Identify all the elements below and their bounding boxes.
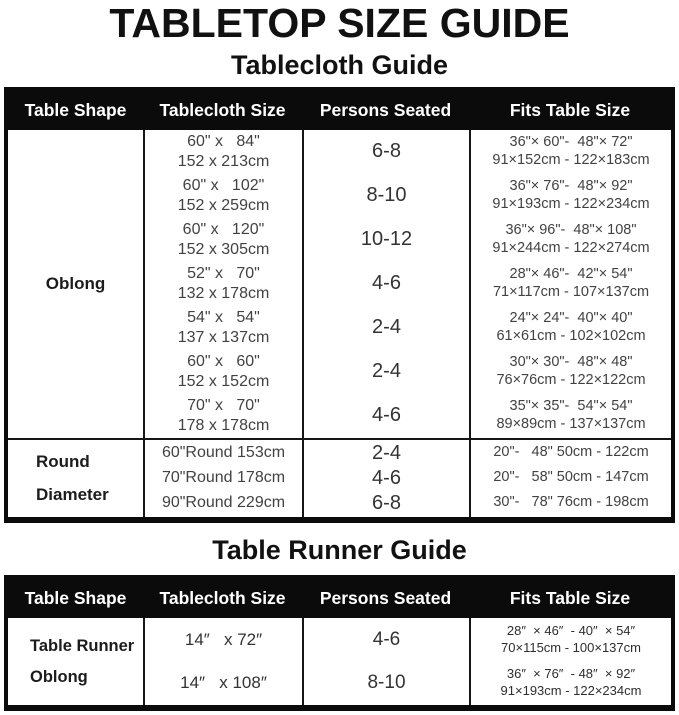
persons-cell: 8-10 xyxy=(366,184,407,207)
tablecloth-table-header-row xyxy=(8,91,671,130)
fits-cell: 28"× 46"- 42"× 54" 71×117cm - 107×137cm xyxy=(492,266,650,300)
shape-cell-round-diameter xyxy=(8,440,143,517)
shape-cell-table-runner xyxy=(8,618,143,705)
header-tablecloth-size: Tablecloth Size xyxy=(159,99,286,120)
persons-cell: 4-6 xyxy=(372,272,401,295)
fits-table-size-column xyxy=(469,618,671,705)
persons-cell: 6-8 xyxy=(372,491,401,514)
runner-guide-title: Table Runner Guide xyxy=(212,534,467,565)
fits-cell: 24"× 24"- 40"× 40" 61×61cm - 102×102cm xyxy=(496,310,646,344)
shape-label: Round xyxy=(36,451,90,471)
persons-cell: 4-6 xyxy=(372,404,401,427)
fits-cell: 28″ × 46″ - 40″ × 54″ 70×115cm - 100×137cm xyxy=(501,622,641,655)
fits-cell: 36″ × 76″ - 48″ × 92″ 91×193cm - 122×234cm xyxy=(500,665,642,698)
persons-seated-column xyxy=(302,440,469,517)
size-cell: 60"Round 153cm xyxy=(161,444,286,462)
persons-cell: 4-6 xyxy=(372,466,401,489)
size-cell: 60" x 84" 152 x 213cm xyxy=(177,133,270,170)
round-diameter-section xyxy=(8,438,671,517)
size-cell: 90"Round 229cm xyxy=(161,494,286,512)
size-cell: 70" x 70" 178 x 178cm xyxy=(177,397,270,434)
fits-cell: 20"- 48" 50cm - 122cm xyxy=(493,444,649,461)
persons-cell: 2-4 xyxy=(372,441,401,464)
fits-table-size-column xyxy=(469,440,671,517)
tablecloth-size-column xyxy=(143,130,302,438)
persons-seated-column xyxy=(302,618,469,705)
runner-guide-table xyxy=(4,575,675,711)
header-fits-table-size: Fits Table Size xyxy=(509,588,631,609)
header-persons-seated: Persons Seated xyxy=(319,588,452,609)
persons-cell: 2-4 xyxy=(372,316,401,339)
size-cell: 14″ x 72″ xyxy=(184,629,263,649)
persons-cell: 2-4 xyxy=(372,360,401,383)
header-table-shape: Table Shape xyxy=(24,99,127,120)
fits-cell: 20"- 58" 50cm - 147cm xyxy=(493,469,649,486)
persons-cell: 6-8 xyxy=(372,140,401,163)
size-cell: 60" x 120" 152 x 305cm xyxy=(177,221,270,258)
tablecloth-guide-title: Tablecloth Guide xyxy=(230,50,448,80)
size-cell: 60" x 60" 152 x 152cm xyxy=(177,353,270,390)
fits-cell: 35"× 35"- 54"× 54" 89×89cm - 137×137cm xyxy=(496,398,646,432)
shape-cell-oblong xyxy=(8,130,143,438)
tablecloth-size-column xyxy=(143,440,302,517)
runner-table-header-row xyxy=(8,579,671,618)
persons-cell: 8-10 xyxy=(367,672,406,694)
fits-cell: 36"× 96"- 48"× 108" 91×244cm - 122×274cm xyxy=(492,222,650,256)
size-cell: 52" x 70" 132 x 178cm xyxy=(177,265,270,302)
tablecloth-guide-table xyxy=(4,87,675,523)
fits-cell: 36"× 76"- 48"× 92" 91×193cm - 122×234cm xyxy=(492,178,650,212)
tablecloth-size-column xyxy=(143,618,302,705)
runner-section xyxy=(8,618,671,705)
page-title: TABLETOP SIZE GUIDE xyxy=(109,0,570,46)
header-tablecloth-size: Tablecloth Size xyxy=(159,588,286,609)
shape-label: Diameter xyxy=(36,484,109,504)
fits-cell: 30"- 78" 76cm - 198cm xyxy=(493,494,649,511)
size-cell: 60" x 102" 152 x 259cm xyxy=(177,177,270,214)
header-table-shape: Table Shape xyxy=(24,588,127,609)
persons-cell: 10-12 xyxy=(360,228,413,251)
persons-seated-column xyxy=(302,130,469,438)
size-cell: 14″ x 108″ xyxy=(180,672,267,692)
fits-cell: 36"× 60"- 48"× 72" 91×152cm - 122×183cm xyxy=(492,134,650,168)
shape-label: Oblong xyxy=(45,273,106,293)
fits-table-size-column xyxy=(469,130,671,438)
persons-cell: 4-6 xyxy=(372,629,401,651)
shape-label: Oblong xyxy=(30,667,88,686)
header-fits-table-size: Fits Table Size xyxy=(509,99,631,120)
size-cell: 54" x 54" 137 x 137cm xyxy=(177,309,270,346)
header-persons-seated: Persons Seated xyxy=(319,99,452,120)
oblong-section xyxy=(8,130,671,438)
size-cell: 70"Round 178cm xyxy=(161,469,286,487)
fits-cell: 30"× 30"- 48"× 48" 76×76cm - 122×122cm xyxy=(496,354,646,388)
shape-label: Table Runner xyxy=(30,636,135,655)
